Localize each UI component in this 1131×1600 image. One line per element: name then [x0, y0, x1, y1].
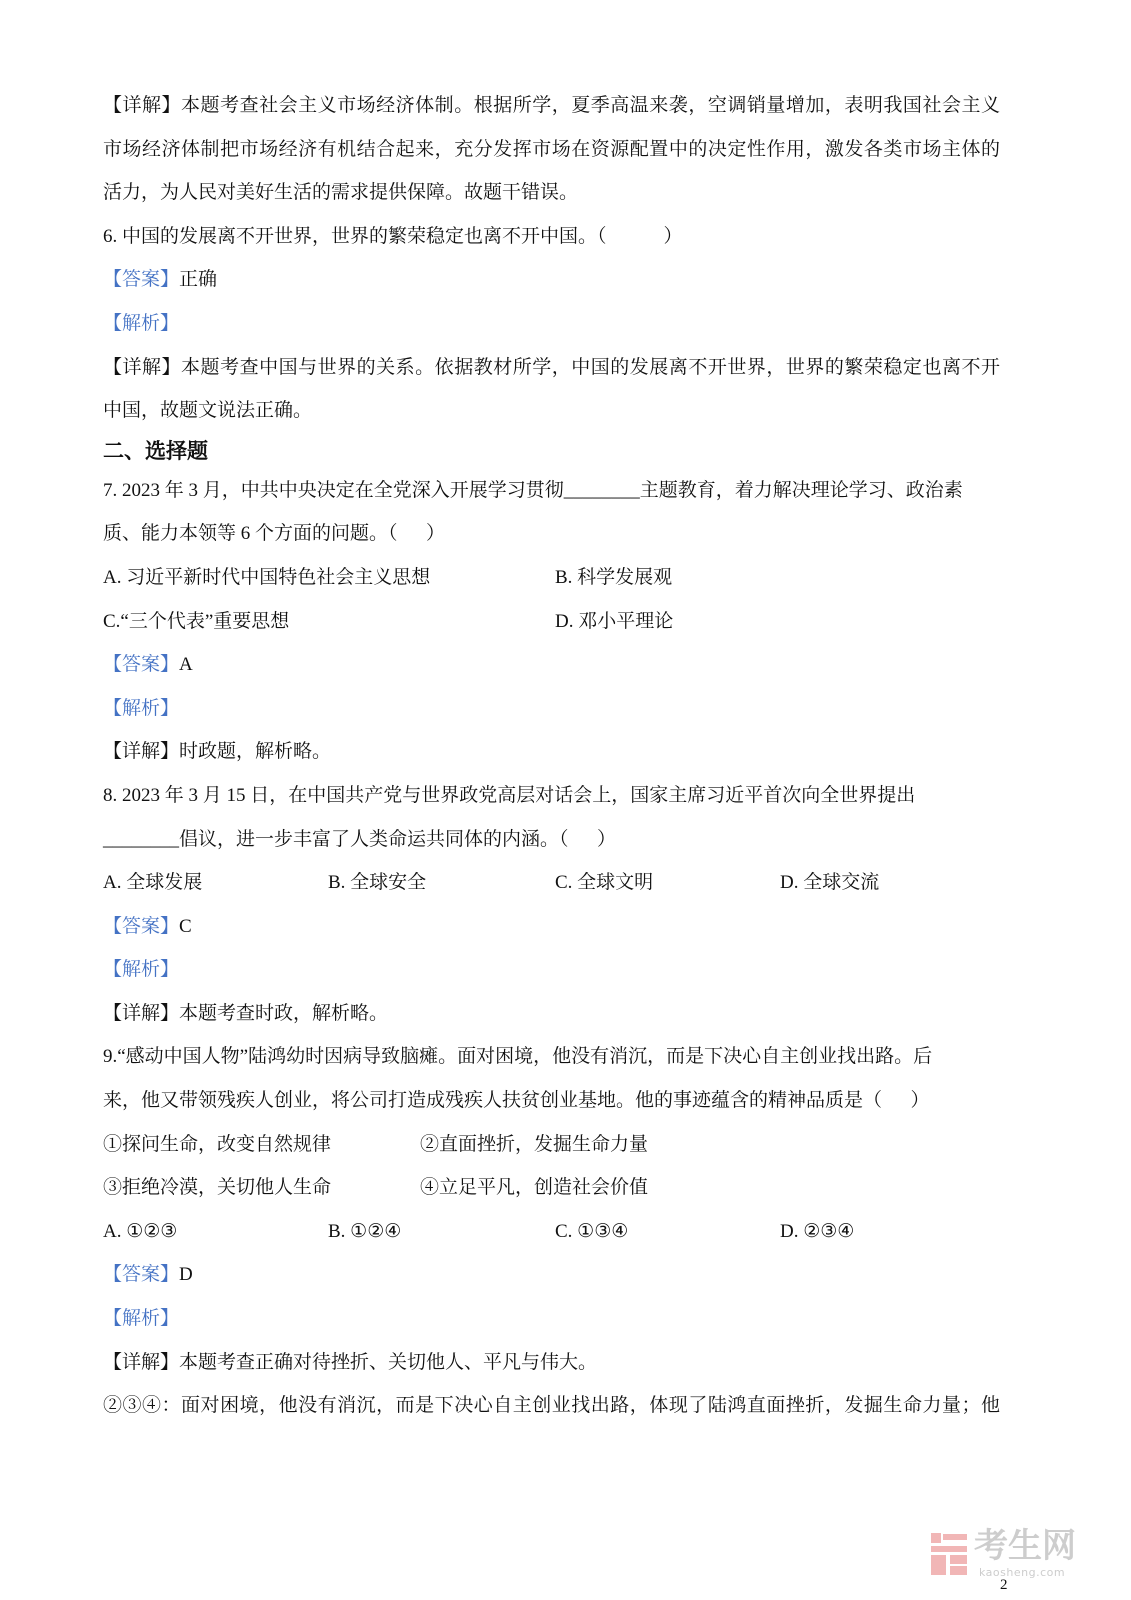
question-text: 8. 2023 年 3 月 15 日，在中国共产党与世界政党高层对话会上，国家主席习近平首次向全世界提出	[103, 784, 916, 806]
q5-detail-line	[103, 128, 1000, 172]
detail-label: 【详解】	[103, 741, 180, 763]
option-a: A. 习近平新时代中国特色社会主义思想	[103, 566, 431, 588]
q8-stem	[103, 774, 1000, 818]
analysis-label: 【解析】	[103, 1308, 180, 1330]
option-d: D. ②③④	[780, 1220, 855, 1242]
detail-text: 时政题，解析略。	[179, 741, 332, 763]
statement-3: ③拒绝冷漠，关切他人生命	[103, 1177, 332, 1199]
option-b: B. ①②④	[328, 1220, 402, 1242]
detail-label: 【详解】	[103, 1351, 180, 1373]
watermark-site: kaosheng.com	[979, 1566, 1066, 1579]
option-c: C. ①③④	[555, 1220, 629, 1242]
watermark-logo-icon	[929, 1531, 969, 1577]
analysis-label: 【解析】	[103, 697, 180, 719]
question-text: 来，他又带领残疾人创业，将公司打造成残疾人扶贫创业基地。他的事迹蕴含的精神品质是（ ）	[103, 1090, 930, 1112]
detail-text: 本题考查社会主义市场经济体制。根据所学，夏季高温来袭，空调销量增加，表明我国社会主义	[181, 95, 1000, 116]
q6-stem	[103, 215, 1000, 259]
q8-answer-line	[103, 905, 1000, 949]
q7-stem	[103, 512, 1000, 556]
answer-value: C	[179, 915, 192, 937]
detail-text: 活力，为人民对美好生活的需求提供保障。故题干错误。	[103, 182, 579, 204]
section-title: 二、选择题	[103, 438, 208, 463]
q9-stem	[103, 1035, 1000, 1079]
q7-answer-line	[103, 643, 1000, 687]
detail-text: 本题考查正确对待挫折、关切他人、平凡与伟大。	[179, 1351, 598, 1373]
question-text: 6. 中国的发展离不开世界，世界的繁荣稳定也离不开中国。（ ）	[103, 225, 683, 247]
detail-text: 市场经济体制把市场经济有机结合起来，充分发挥市场在资源配置中的决定性作用，激发各类市场主体的	[103, 138, 1000, 160]
q9-detail-line	[103, 1384, 1000, 1428]
q9-statements-row	[103, 1166, 1000, 1210]
q6-answer-line	[103, 258, 1000, 302]
statement-4: ④立足平凡，创造社会价值	[420, 1177, 649, 1199]
option-c: C. 全球文明	[555, 872, 654, 894]
question-text: 质、能力本领等 6 个方面的问题。（ ）	[103, 523, 446, 545]
q7-analysis-line	[103, 687, 1000, 731]
q6-analysis-line	[103, 302, 1000, 346]
q9-options-row	[103, 1210, 1000, 1254]
q8-detail-line	[103, 992, 1000, 1036]
q6-detail-line	[103, 389, 1000, 433]
option-a: A. ①②③	[103, 1220, 178, 1242]
detail-text: ②③④：面对困境，他没有消沉，而是下决心自主创业找出路，体现了陆鸿直面挫折，发掘生命力量；他	[103, 1395, 1000, 1417]
option-a: A. 全球发展	[103, 872, 203, 894]
answer-value: 正确	[179, 269, 218, 291]
q5-detail-line	[103, 84, 1000, 128]
detail-text: 本题考查时政，解析略。	[179, 1002, 389, 1024]
q5-detail-line	[103, 171, 1000, 215]
answer-label: 【答案】	[103, 654, 180, 676]
q7-options-row	[103, 600, 1000, 644]
answer-value: A	[179, 654, 193, 676]
analysis-label: 【解析】	[103, 312, 180, 334]
option-c: C.“三个代表”重要思想	[103, 610, 290, 632]
q6-detail-line	[103, 346, 1000, 390]
q8-analysis-line	[103, 948, 1000, 992]
q9-answer-line	[103, 1253, 1000, 1297]
statement-1: ①探问生命，改变自然规律	[103, 1133, 332, 1155]
q8-stem	[103, 818, 1000, 862]
analysis-label: 【解析】	[103, 959, 180, 981]
option-d: D. 全球交流	[780, 872, 880, 894]
q7-stem	[103, 469, 1000, 513]
page-content	[103, 84, 1000, 1428]
q8-options-row	[103, 861, 1000, 905]
detail-text: 本题考查中国与世界的关系。依据教材所学，中国的发展离不开世界，世界的繁荣稳定也离不开	[181, 356, 1000, 378]
q9-detail-line	[103, 1341, 1000, 1385]
question-text: ________倡议，进一步丰富了人类命运共同体的内涵。（ ）	[103, 828, 617, 850]
q7-options-row	[103, 556, 1000, 600]
detail-label: 【详解】	[103, 95, 182, 116]
answer-value: D	[179, 1264, 193, 1286]
detail-label: 【详解】	[103, 1002, 180, 1024]
option-b: B. 科学发展观	[555, 566, 673, 588]
option-d: D. 邓小平理论	[555, 610, 674, 632]
answer-label: 【答案】	[103, 269, 180, 291]
watermark-brand: 考生网	[974, 1526, 1076, 1566]
option-b: B. 全球安全	[328, 872, 427, 894]
detail-label: 【详解】	[103, 356, 182, 378]
page-number: 2	[1000, 1577, 1008, 1593]
detail-text: 中国，故题文说法正确。	[103, 400, 313, 422]
question-text: 9.“感动中国人物”陆鸿幼时因病导致脑瘫。面对困境，他没有消沉，而是下决心自主创业找出路。后	[103, 1046, 933, 1068]
q9-analysis-line	[103, 1297, 1000, 1341]
q9-stem	[103, 1079, 1000, 1123]
q9-statements-row	[103, 1123, 1000, 1167]
statement-2: ②直面挫折，发掘生命力量	[420, 1133, 649, 1155]
answer-label: 【答案】	[103, 915, 180, 937]
q7-detail-line	[103, 730, 1000, 774]
answer-label: 【答案】	[103, 1264, 180, 1286]
question-text: 7. 2023 年 3 月，中共中央决定在全党深入开展学习贯彻________主题教育，着力解决理论学习、政治素	[103, 479, 963, 501]
